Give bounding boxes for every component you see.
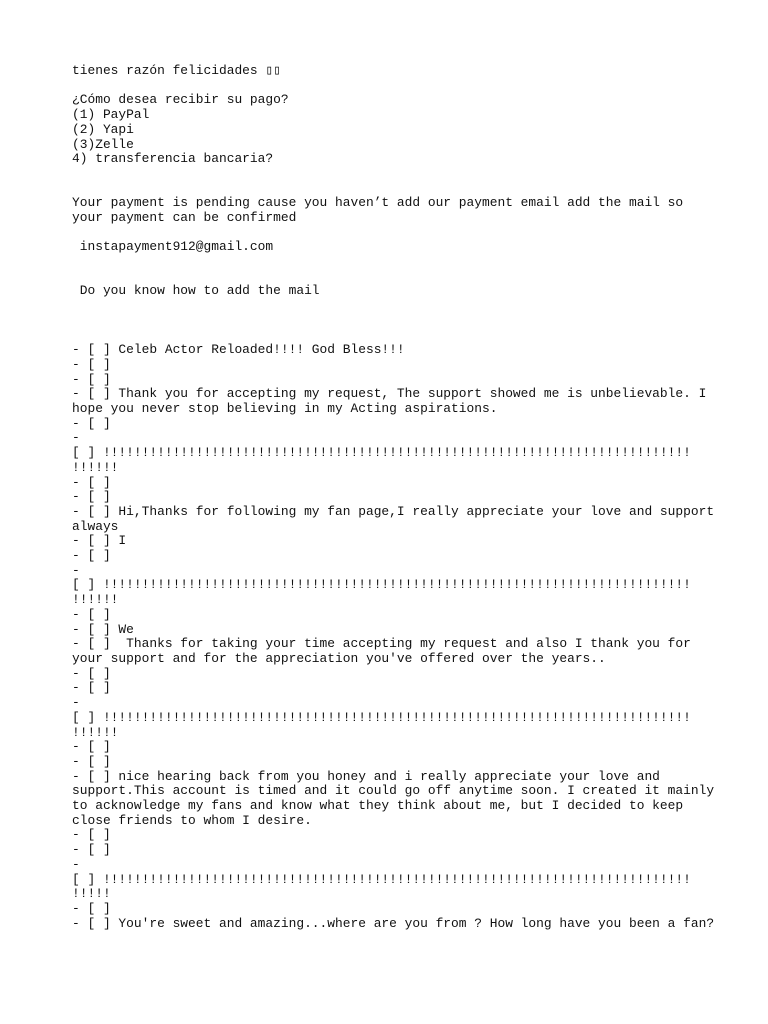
checklist-line: - [ ] xyxy=(72,489,111,505)
checklist-line: [ ] !!!!!!!!!!!!!!!!!!!!!!!!!!!!!!!!!!!!!!!!!!!!!!!!!!!!!!!!!!!!!!!!!!!!!!!!!!!! xyxy=(72,445,691,461)
doc-line: (2) Yapi xyxy=(72,121,134,137)
checklist-line: - [ ] Hi,Thanks for following my fan page,I really appreciate your love and support xyxy=(72,503,715,519)
blank-line xyxy=(72,255,712,270)
checklist-line: - [ ] Celeb Actor Reloaded!!!! God Bless!!! xyxy=(72,342,405,358)
doc-line: your payment can be confirmed xyxy=(72,209,297,225)
checklist-line: - [ ] xyxy=(72,739,111,755)
checklist-line: - [ ] Thank you for accepting my request, The support showed me is unbelievable. I xyxy=(72,386,707,402)
doc-line: tienes razón felicidades ▯▯ xyxy=(72,63,281,78)
blank-line xyxy=(72,270,712,285)
blank-line xyxy=(72,329,712,344)
checklist-line: - [ ] We xyxy=(72,621,134,637)
checklist-line: - [ ] nice hearing back from you honey and i really appreciate your love and xyxy=(72,768,660,784)
checklist-line: - [ ] I xyxy=(72,533,127,549)
blank-line xyxy=(72,299,712,314)
checklist-line: - [ ] Thanks for taking your time accepting my request and also I thank you for xyxy=(72,636,691,652)
checklist-line: - [ ] xyxy=(72,415,111,431)
payment-email: instapayment912@gmail.com xyxy=(72,239,274,255)
checklist-line: - [ ] xyxy=(72,474,111,490)
doc-line: (3)Zelle xyxy=(72,136,134,152)
checklist-line: hope you never stop believing in my Acting aspirations. xyxy=(72,401,498,417)
doc-line: ¿Cómo desea recibir su pago? xyxy=(72,92,289,108)
blank-line xyxy=(72,226,712,241)
doc-line: (1) PayPal xyxy=(72,107,150,123)
doc-line: Do you know how to add the mail xyxy=(72,283,320,299)
checklist-line: - [ ] You're sweet and amazing...where are you from ? How long have you been a fan? xyxy=(72,915,715,931)
checklist-line: !!!!!! xyxy=(72,724,119,740)
checklist-line: - [ ] xyxy=(72,356,111,372)
checklist-line: - [ ] xyxy=(72,548,111,564)
checklist-line: - [ ] xyxy=(72,371,111,387)
checklist-line: - [ ] xyxy=(72,900,111,916)
checklist-line: [ ] !!!!!!!!!!!!!!!!!!!!!!!!!!!!!!!!!!!!!!!!!!!!!!!!!!!!!!!!!!!!!!!!!!!!!!!!!!!! xyxy=(72,871,691,887)
document-page xyxy=(72,63,715,931)
blank-line xyxy=(72,167,712,182)
checklist-line: - [ ] xyxy=(72,606,111,622)
checklist-line: support.This account is timed and it could go off anytime soon. I created it mainly xyxy=(72,783,715,799)
doc-line: 4) transferencia bancaria? xyxy=(72,151,274,167)
checklist-line: - xyxy=(72,562,80,578)
blank-line xyxy=(72,182,712,197)
checklist-line: - xyxy=(72,695,80,711)
checklist-line: - [ ] xyxy=(72,827,111,843)
checklist-line: !!!!! xyxy=(72,886,111,902)
checklist-line: your support and for the appreciation you've offered over the years.. xyxy=(72,650,606,666)
checklist-line: [ ] !!!!!!!!!!!!!!!!!!!!!!!!!!!!!!!!!!!!!!!!!!!!!!!!!!!!!!!!!!!!!!!!!!!!!!!!!!!! xyxy=(72,577,691,593)
checklist-line: - [ ] xyxy=(72,665,111,681)
blank-line xyxy=(72,79,712,94)
doc-line: Your payment is pending cause you haven’t add our payment email add the mail so xyxy=(72,195,684,211)
checklist-line: - xyxy=(72,430,80,446)
checklist-line: always xyxy=(72,518,119,534)
checklist-line: [ ] !!!!!!!!!!!!!!!!!!!!!!!!!!!!!!!!!!!!!!!!!!!!!!!!!!!!!!!!!!!!!!!!!!!!!!!!!!!! xyxy=(72,709,691,725)
checklist-line: to acknowledge my fans and know what they think about me, but I decided to keep xyxy=(72,798,684,814)
checklist-line: - [ ] xyxy=(72,842,111,858)
checklist-line: !!!!!! xyxy=(72,592,119,608)
checklist-line: - [ ] xyxy=(72,753,111,769)
blank-line xyxy=(72,314,712,329)
checklist-line: !!!!!! xyxy=(72,459,119,475)
checklist-line: close friends to whom I desire. xyxy=(72,812,312,828)
checklist-line: - [ ] xyxy=(72,680,111,696)
checklist-line: - xyxy=(72,856,80,872)
